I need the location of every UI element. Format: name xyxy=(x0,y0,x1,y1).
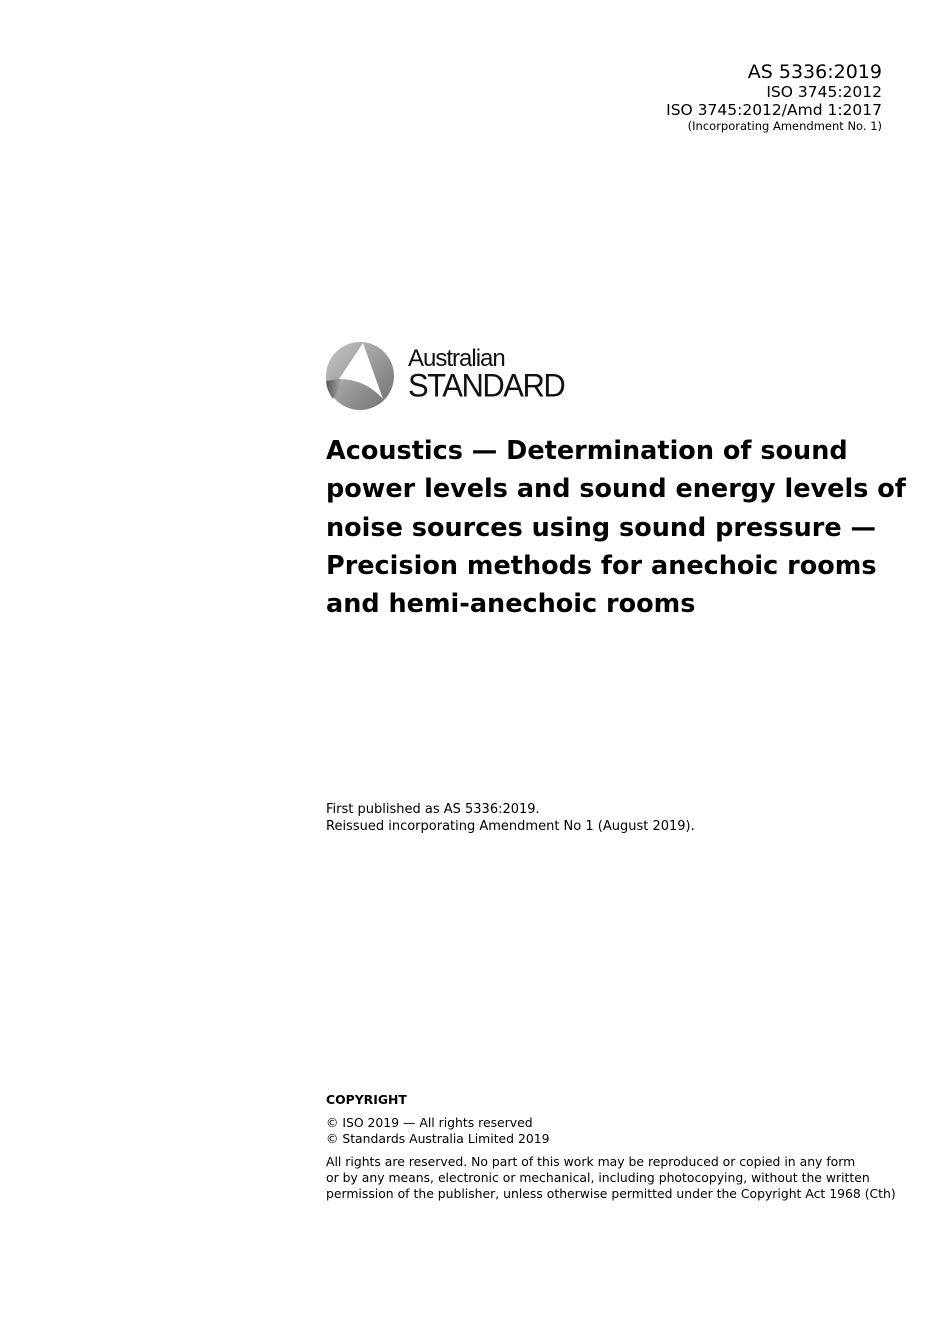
copyright-holder: © Standards Australia Limited 2019 xyxy=(326,1131,550,1146)
rights-statement xyxy=(326,1154,896,1202)
iso-number: ISO 3745:2012 xyxy=(766,82,882,101)
rights-line: or by any means, electronic or mechanical, including photocopying, without the written xyxy=(326,1170,870,1185)
title-line: Precision methods for anechoic rooms xyxy=(326,550,877,581)
document-title xyxy=(326,432,906,623)
copyright-heading: COPYRIGHT xyxy=(326,1092,407,1107)
standard-identifiers xyxy=(666,62,882,134)
australian-standard-logo xyxy=(325,341,575,411)
logo-line-standard: STANDARD xyxy=(408,367,565,404)
reissue-note: Reissued incorporating Amendment No 1 (August 2019). xyxy=(326,819,695,834)
title-line: noise sources using sound pressure — xyxy=(326,512,877,543)
logo-emblem-icon xyxy=(325,341,395,411)
first-published-note: First published as AS 5336:2019. xyxy=(326,802,540,817)
publication-history xyxy=(326,801,695,835)
title-line: and hemi-anechoic rooms xyxy=(326,589,696,620)
incorporating-note: (Incorporating Amendment No. 1) xyxy=(687,119,882,134)
standard-number: AS 5336:2019 xyxy=(747,61,882,83)
title-line: Acoustics — Determination of sound xyxy=(326,436,848,466)
title-line: power levels and sound energy levels of xyxy=(326,474,906,505)
rights-line: All rights are reserved. No part of this work may be reproduced or copied in any form xyxy=(326,1154,856,1169)
logo-line-australian: Australian xyxy=(408,345,505,372)
copyright-holder: © ISO 2019 — All rights reserved xyxy=(326,1115,533,1130)
copyright-section xyxy=(326,1092,896,1202)
iso-amendment-number: ISO 3745:2012/Amd 1:2017 xyxy=(666,100,882,119)
rights-line: permission of the publisher, unless otherwise permitted under the Copyright Act 1968 (Cth) xyxy=(326,1186,896,1201)
